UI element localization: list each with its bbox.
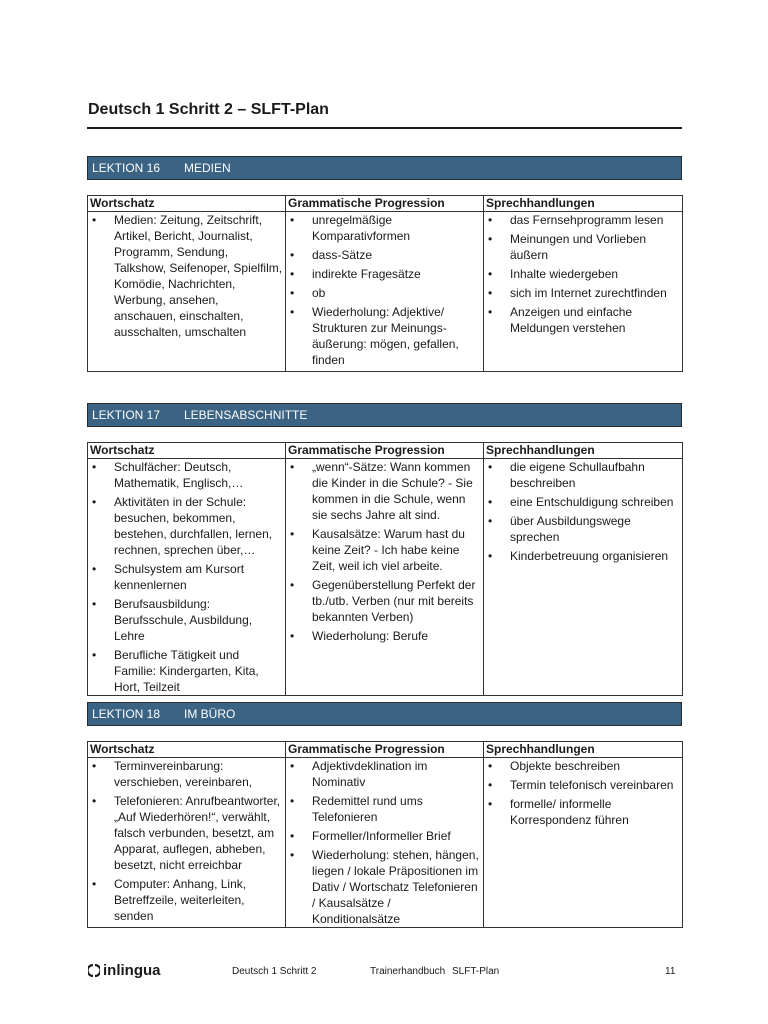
lektion-17-header (87, 403, 682, 427)
lektion-17-table (87, 442, 683, 696)
lektion-16-table (87, 195, 683, 372)
header-grammatik: Grammatische Progression (286, 742, 484, 758)
list-item: • Medien: Zeitung, Zeitschrift, Artikel, Bericht, Journalist, Programm, Sendung, Talkshow, Seifenoper, Spielfilm, Komödie, Nachrichten, Werbung, ansehen, anschauen, einschalten, ausschalten, umschalten (90, 212, 283, 340)
sprechhandlungen-cell (484, 459, 683, 696)
inlingua-logo-icon (88, 964, 100, 977)
list-item: • Aktivitäten in der Schule: besuchen, bekommen, bestehen, durchfallen, lernen, rechnen, sprechen über,… (90, 494, 283, 558)
list-item: • Redemittel rund ums Telefonieren (288, 793, 481, 825)
list-item: • Schulsystem am Kursort kennenlernen (90, 561, 283, 593)
wortschatz-cell (88, 459, 286, 696)
header-wortschatz: Wortschatz (88, 196, 286, 212)
list-item: • Terminvereinbarung: verschieben, vereinbaren, (90, 758, 283, 790)
list-item: • Gegenüberstellung Perfekt der tb./utb. Verben (nur mit bereits bekannten Verben) (288, 577, 481, 625)
lektion-number: LEKTION 18 (92, 707, 161, 721)
footer-plan: SLFT-Plan (452, 966, 500, 977)
header-sprechhandlungen: Sprechhandlungen (484, 196, 683, 212)
lektion-topic: LEBENSABSCHNITTE (184, 408, 308, 422)
lektion-18-table (87, 741, 683, 928)
list-item: • eine Entschuldigung schreiben (486, 494, 680, 510)
header-grammatik: Grammatische Progression (286, 196, 484, 212)
lektion-18-header (87, 702, 682, 726)
list-item: • Formeller/Informeller Brief (288, 828, 481, 844)
logo-text: inlingua (103, 962, 161, 979)
list-item: • sich im Internet zurechtfinden (486, 285, 680, 301)
header-sprechhandlungen: Sprechhandlungen (484, 742, 683, 758)
list-item: • Schulfächer: Deutsch, Mathematik, Englisch,… (90, 459, 283, 491)
list-item: • Meinungen und Vorlieben äußern (486, 231, 680, 263)
list-item: • „wenn“-Sätze: Wann kommen die Kinder in die Schule? - Sie kommen in die Schule, wenn sie sechs Jahre alt sind. (288, 459, 481, 523)
list-item: • Wiederholung: stehen, hängen, liegen / lokale Präpositionen im Dativ / Wortschatz Telefonieren / Kausalsätze / Konditionalsätze (288, 847, 481, 927)
list-item: • Inhalte wiedergeben (486, 266, 680, 282)
list-item: • Objekte beschreiben (486, 758, 680, 774)
list-item: • dass-Sätze (288, 247, 481, 263)
list-item: • indirekte Fragesätze (288, 266, 481, 282)
list-item: • Wiederholung: Berufe (288, 628, 481, 644)
list-item: • Berufliche Tätigkeit und Familie: Kindergarten, Kita, Hort, Teilzeit (90, 647, 283, 695)
list-item: • Kausalsätze: Warum hast du keine Zeit? - Ich habe keine Zeit, weil ich viel arbeite. (288, 526, 481, 574)
page-title: Deutsch 1 Schritt 2 – SLFT-Plan (88, 101, 329, 118)
sprechhandlungen-cell (484, 212, 683, 372)
lektion-number: LEKTION 17 (92, 408, 161, 422)
wortschatz-cell (88, 758, 286, 928)
list-item: • Adjektivdeklination im Nominativ (288, 758, 481, 790)
title-divider (87, 127, 682, 129)
list-item: • Computer: Anhang, Link, Betreffzeile, weiterleiten, senden (90, 876, 283, 924)
page-number: 11 (665, 966, 676, 977)
grammatik-cell (286, 459, 484, 696)
inlingua-logo (88, 962, 161, 979)
list-item: • ob (288, 285, 481, 301)
list-item: • über Ausbildungswege sprechen (486, 513, 680, 545)
sprechhandlungen-cell (484, 758, 683, 928)
list-item: • Telefonieren: Anrufbeantworter, „Auf Wiederhören!“, verwählt, falsch verbunden, besetzt, am Apparat, auflegen, abheben, besetzt, nicht erreichbar (90, 793, 283, 873)
list-item: • unregelmäßige Komparativformen (288, 212, 481, 244)
lektion-16-header (87, 156, 682, 180)
list-item: • Berufsausbildung: Berufsschule, Ausbildung, Lehre (90, 596, 283, 644)
list-item: • Termin telefonisch vereinbaren (486, 777, 680, 793)
list-item: • die eigene Schullaufbahn beschreiben (486, 459, 680, 491)
list-item: • das Fernsehprogramm lesen (486, 212, 680, 228)
list-item: • Kinderbetreuung organisieren (486, 548, 680, 564)
footer-section: Trainerhandbuch (370, 966, 446, 977)
lektion-topic: IM BÜRO (184, 707, 236, 721)
lektion-number: LEKTION 16 (92, 161, 161, 175)
list-item: • formelle/ informelle Korrespondenz führen (486, 796, 680, 828)
list-item: • Wiederholung: Adjektive/ Strukturen zur Meinungs-äußerung: mögen, gefallen, finden (288, 304, 481, 368)
footer-book: Deutsch 1 Schritt 2 (232, 966, 317, 977)
wortschatz-cell (88, 212, 286, 372)
header-grammatik: Grammatische Progression (286, 443, 484, 459)
grammatik-cell (286, 212, 484, 372)
header-sprechhandlungen: Sprechhandlungen (484, 443, 683, 459)
grammatik-cell (286, 758, 484, 928)
header-wortschatz: Wortschatz (88, 443, 286, 459)
header-wortschatz: Wortschatz (88, 742, 286, 758)
list-item: • Anzeigen und einfache Meldungen verstehen (486, 304, 680, 336)
lektion-topic: MEDIEN (184, 161, 231, 175)
